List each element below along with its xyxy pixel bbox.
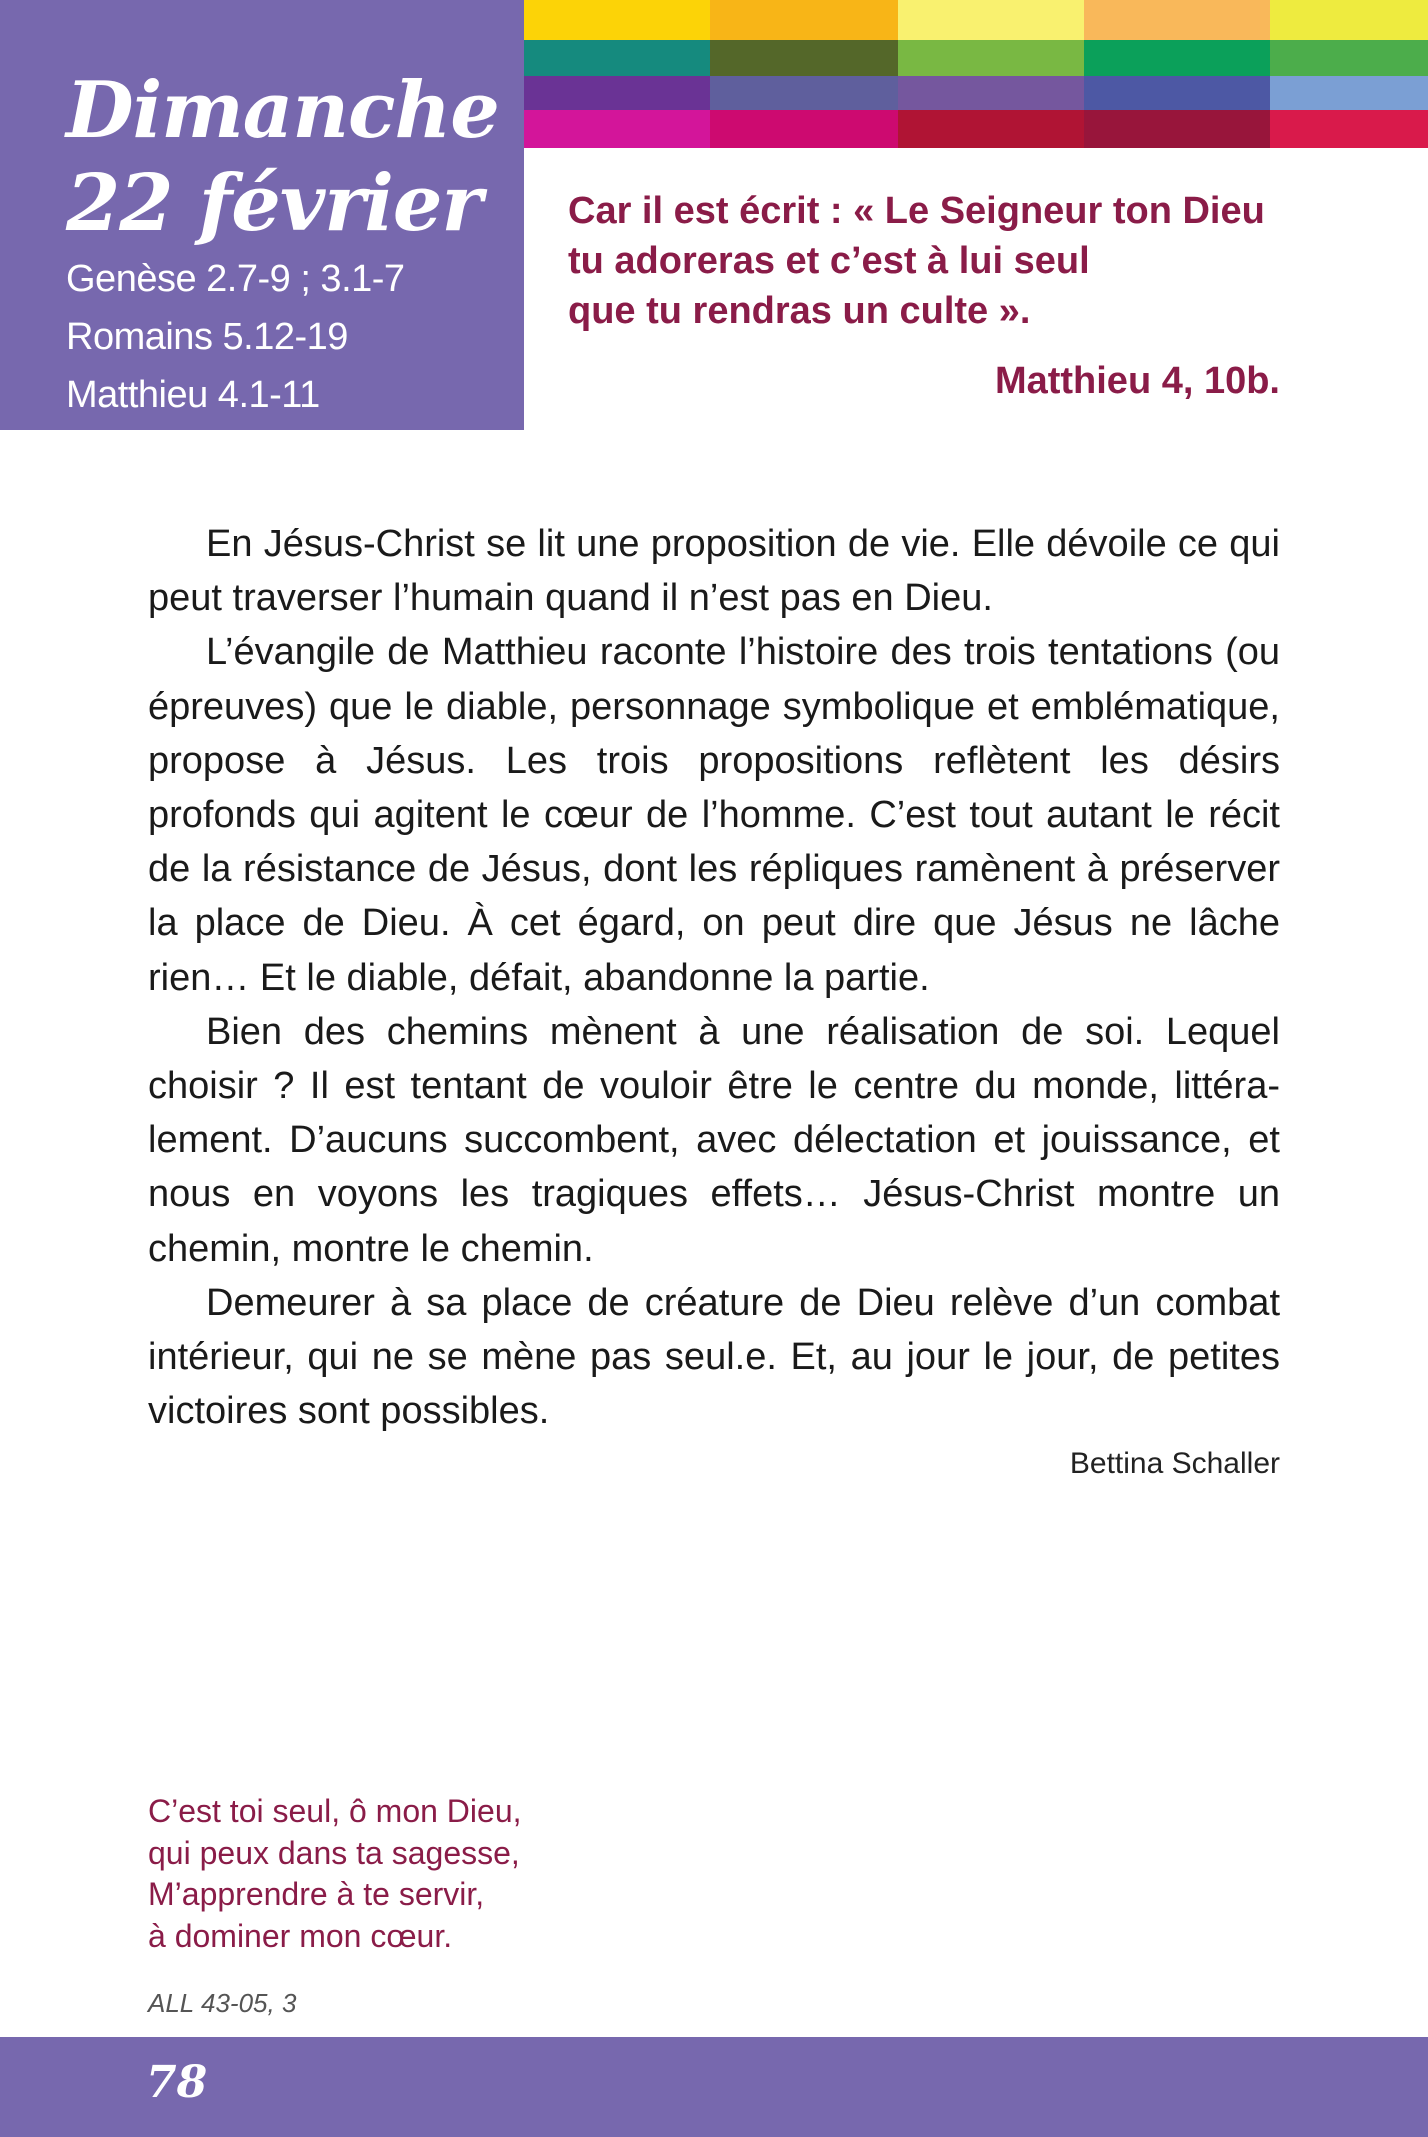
color-stripe-block [524, 0, 710, 40]
page-footer [0, 2037, 1428, 2137]
hymn-line: C’est toi seul, ô mon Dieu, [148, 1793, 522, 1829]
color-stripe-block [710, 40, 898, 76]
reading-item: Romains 5.12-19 [66, 316, 348, 358]
paragraph: Demeurer à sa place de créature de Dieu relève d’un combat intérieur, qui ne se mène pas seul.e. Et, au jour le jour, de petites victoires sont possibles. [148, 1281, 1280, 1433]
color-stripe-block [1270, 110, 1428, 148]
meditation-text [148, 517, 1280, 1438]
color-stripe-block [1270, 40, 1428, 76]
color-stripe-block [710, 0, 898, 40]
color-stripe-block [898, 76, 1084, 110]
color-stripe-block [524, 76, 710, 110]
color-stripe-block [1270, 0, 1428, 40]
page-number: 78 [146, 2057, 208, 2108]
readings-list [66, 250, 405, 424]
color-stripe-block [898, 40, 1084, 76]
verse-quote [568, 186, 1348, 336]
hymn-reference: ALL 43-05, 3 [148, 1988, 297, 2018]
paragraph: L’évangile de Matthieu raconte l’histoire des trois tentations (ou épreuves) que le diable, personnage symbolique et emblématique, propose à Jésus. Les trois propositions reflètent les désirs profonds qui agitent le cœur de l’homme. C’est tout autant le récit de la résistance de Jésus, dont les répliques ramènent à préserver la place de Dieu. À cet égard, on peut dire que Jésus ne lâche rien… Et le diable, défait, abandonne la partie. [148, 631, 1280, 999]
date-title: 22 février [66, 158, 482, 249]
reading-item: Genèse 2.7-9 ; 3.1-7 [66, 258, 405, 300]
paragraph: Bien des chemins mènent à une réalisation de soi. Lequel choisir ? Il est tentant de vouloir être le centre du monde, littéralement. D’aucuns succombent, avec délectation et jouissance, et nous en voyons les tragiques effets… Jésus-Christ montre un chemin, montre le chemin. [148, 1010, 1280, 1270]
verse-line: tu adoreras et c’est à lui seul [568, 240, 1090, 282]
day-title: Dimanche [66, 65, 499, 156]
color-stripe-block [1270, 76, 1428, 110]
paragraph: En Jésus-Christ se lit une proposition de vie. Elle dévoile ce qui peut traverser l’humain quand il n’est pas en Dieu. [148, 523, 1280, 620]
color-stripe-block [710, 76, 898, 110]
hymn-line: à dominer mon cœur. [148, 1917, 453, 1954]
hymn-line: M’apprendre à te servir, [148, 1876, 485, 1912]
verse-line: que tu rendras un culte ». [568, 290, 1031, 332]
date-header [0, 0, 524, 430]
color-stripe-block [710, 110, 898, 148]
color-stripe-block [898, 0, 1084, 40]
color-stripe-block [1084, 110, 1270, 148]
color-stripe-block [898, 110, 1084, 148]
color-stripe-block [1084, 0, 1270, 40]
color-stripe-block [1084, 76, 1270, 110]
color-stripes-decoration [524, 0, 1428, 148]
reading-item: Matthieu 4.1-11 [66, 374, 320, 416]
color-stripe-block [524, 110, 710, 148]
verse-reference: Matthieu 4, 10b. [994, 360, 1280, 402]
hymn-line: qui peux dans ta sagesse, [148, 1834, 520, 1871]
verse-line: Car il est écrit : « Le Seigneur ton Dieu [568, 190, 1265, 232]
color-stripe-block [1084, 40, 1270, 76]
color-stripe-block [524, 40, 710, 76]
hymn-verse [148, 1791, 522, 1957]
author-name: Bettina Schaller [1069, 1447, 1280, 1480]
